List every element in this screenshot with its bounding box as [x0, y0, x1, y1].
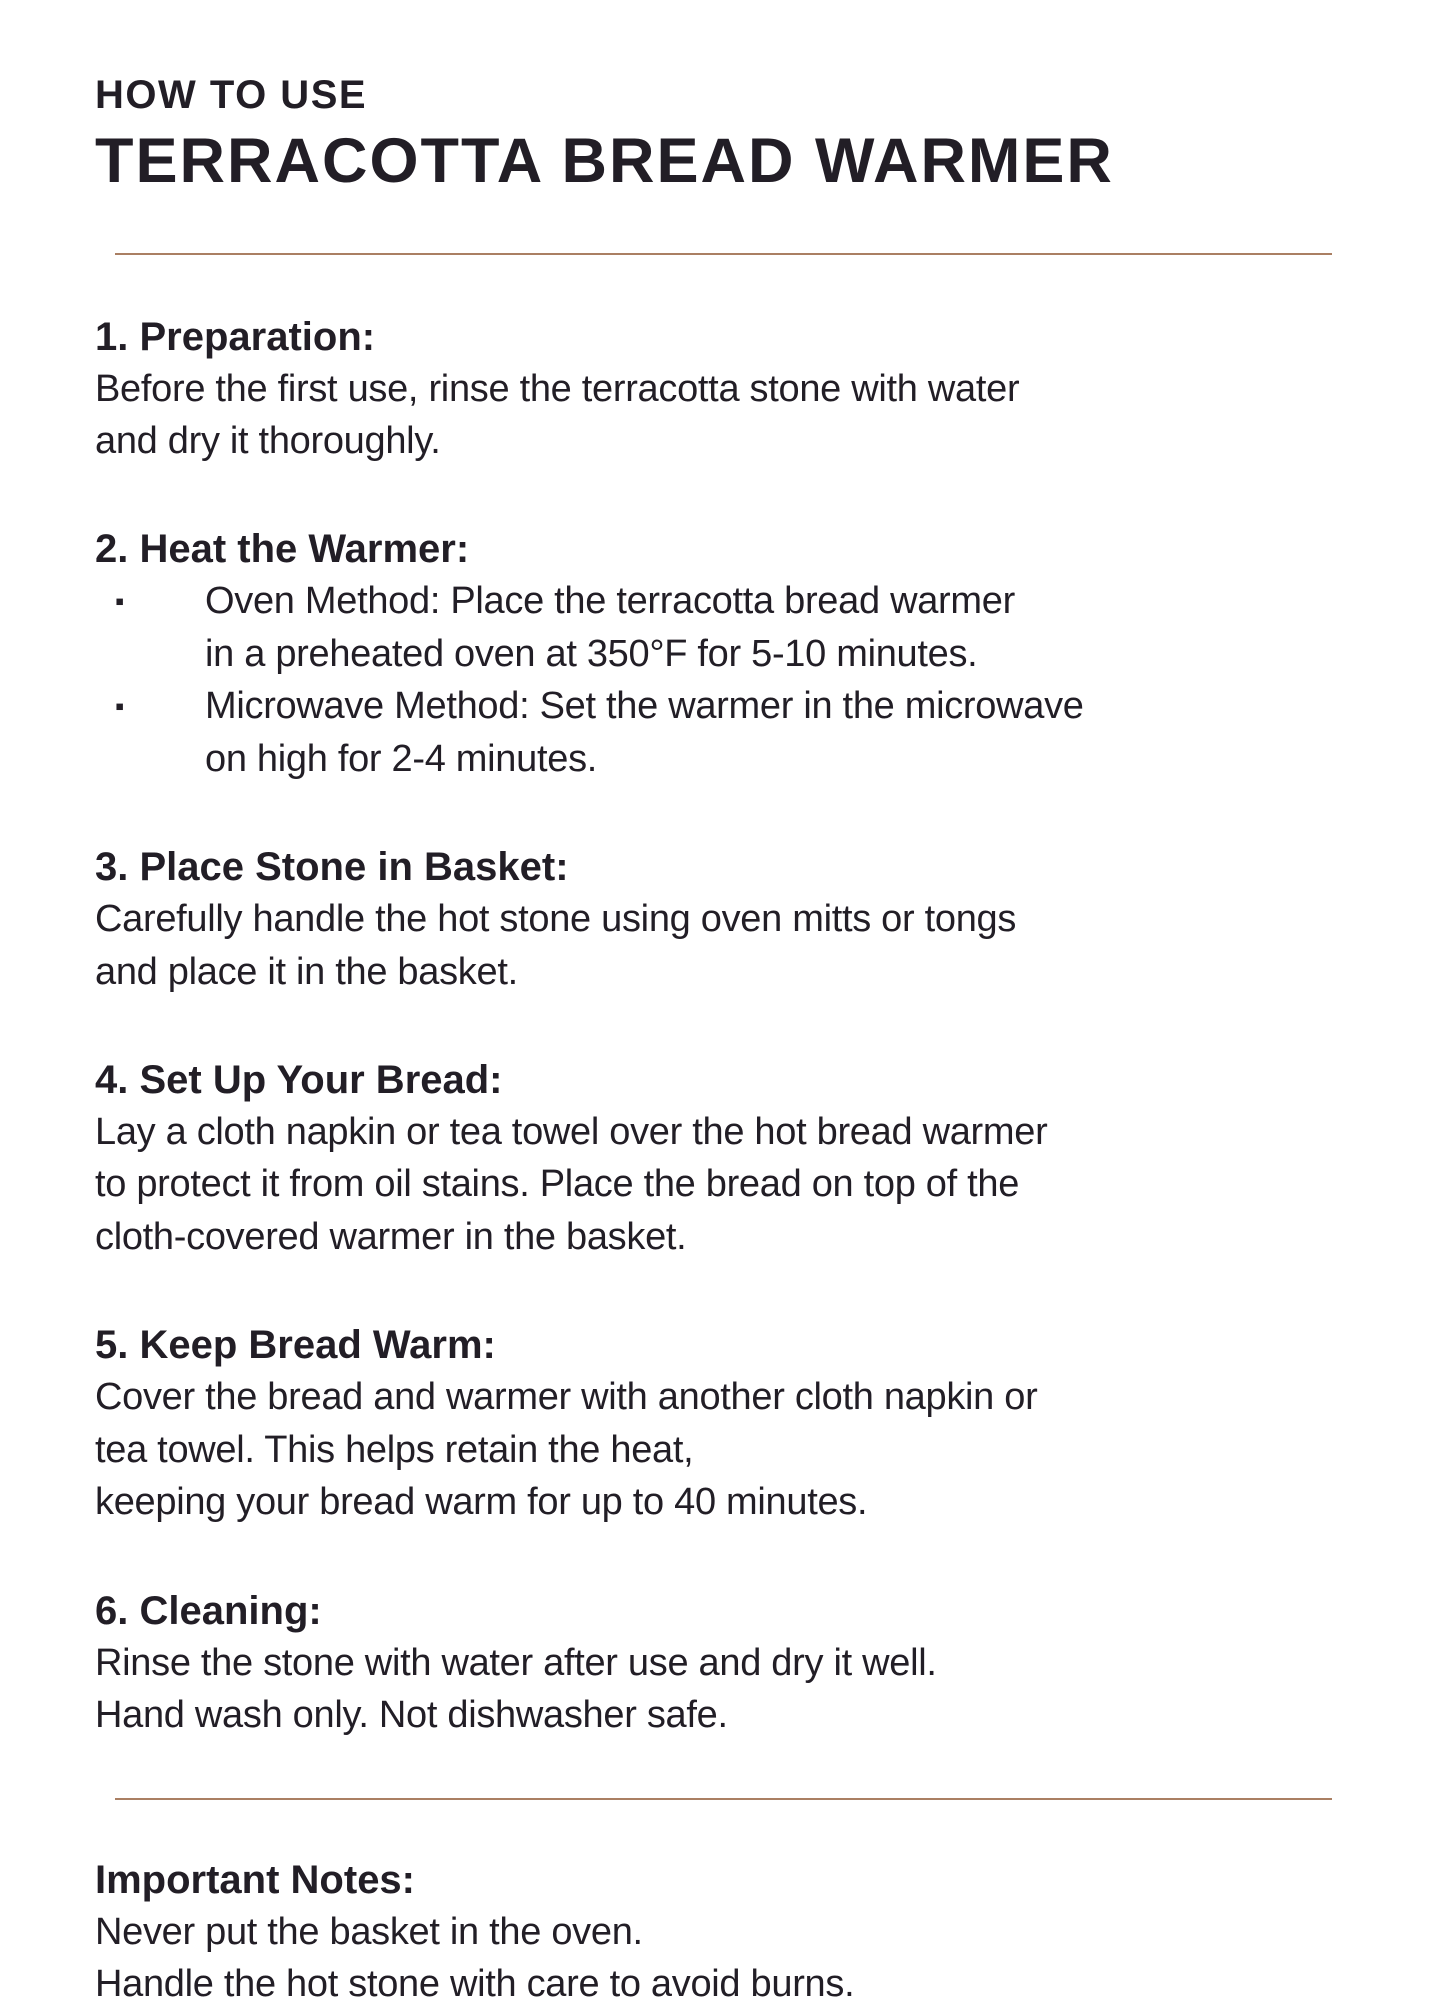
bottom-divider: [115, 1798, 1332, 1800]
section-preparation: [95, 311, 1360, 468]
section-heading: 1. Preparation:: [95, 314, 376, 359]
body-text-line: Oven Method: Place the terracotta bread warmer: [205, 580, 1015, 623]
bullet-square-icon: ▪: [115, 586, 125, 617]
body-text-line: tea towel. This helps retain the heat,: [95, 1428, 694, 1471]
bullet-text: [205, 575, 1360, 680]
body-text-line: cloth-covered warmer in the basket.: [95, 1215, 687, 1258]
body-text-line: and dry it thoroughly.: [95, 419, 441, 462]
section-heading: 3. Place Stone in Basket:: [95, 845, 569, 890]
section-heading: 2. Heat the Warmer:: [95, 527, 470, 572]
section-heat-the-warmer: [95, 523, 1360, 785]
body-text-line: Microwave Method: Set the warmer in the microwave: [205, 685, 1084, 728]
section-keep-bread-warm: [95, 1319, 1360, 1528]
body-text-line: on high for 2-4 minutes.: [205, 737, 598, 780]
section-heading: 6. Cleaning:: [95, 1588, 322, 1633]
bullet-text: [205, 680, 1360, 785]
section-cleaning: [95, 1585, 1360, 1742]
list-item: [95, 575, 1360, 680]
eyebrow-title: HOW TO USE: [95, 73, 368, 117]
notes-heading: Important Notes:: [95, 1857, 415, 1902]
section-place-stone: [95, 841, 1360, 998]
body-text-line: Lay a cloth napkin or tea towel over the hot bread warmer: [95, 1111, 1048, 1154]
body-text-line: to protect it from oil stains. Place the bread on top of the: [95, 1163, 1020, 1206]
body-text-line: Rinse the stone with water after use and dry it well.: [95, 1641, 937, 1684]
body-text-line: in a preheated oven at 350°F for 5-10 minutes.: [205, 632, 978, 675]
body-text-line: Never put the basket in the oven.: [95, 1910, 643, 1953]
body-text-line: Cover the bread and warmer with another cloth napkin or: [95, 1376, 1038, 1419]
body-text-line: Before the first use, rinse the terracotta stone with water: [95, 367, 1020, 410]
body-text-line: Handle the hot stone with care to avoid burns.: [95, 1962, 855, 2005]
body-text-line: Hand wash only. Not dishwasher safe.: [95, 1694, 728, 1737]
list-item: [95, 680, 1360, 785]
page-title: TERRACOTTA BREAD WARMER: [95, 126, 1114, 196]
body-text-line: keeping your bread warm for up to 40 minutes.: [95, 1481, 868, 1524]
section-heading: 5. Keep Bread Warm:: [95, 1323, 496, 1368]
section-heading: 4. Set Up Your Bread:: [95, 1058, 503, 1103]
top-divider: [115, 253, 1332, 255]
section-set-up-bread: [95, 1054, 1360, 1263]
bullet-square-icon: ▪: [115, 691, 125, 722]
body-text-line: and place it in the basket.: [95, 950, 518, 993]
important-notes: [95, 1854, 1360, 2010]
body-text-line: Carefully handle the hot stone using oven mitts or tongs: [95, 898, 1017, 941]
